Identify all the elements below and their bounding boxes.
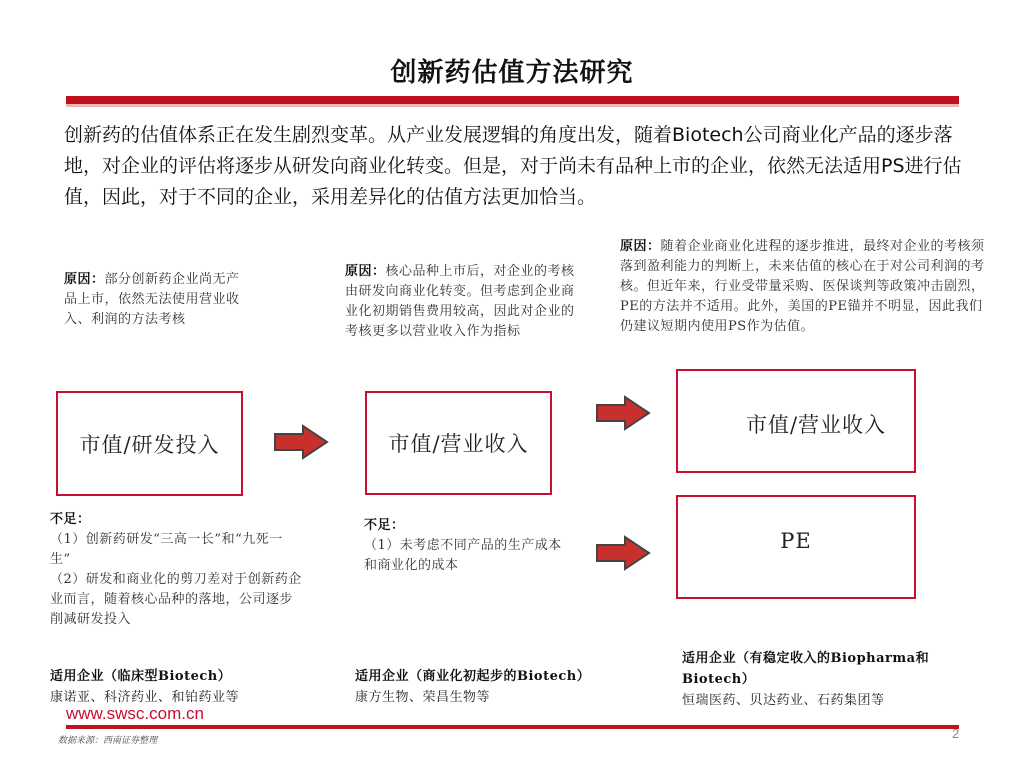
stage3-applicable — [682, 648, 972, 711]
website-link[interactable]: www.swsc.com.cn — [66, 704, 204, 723]
stage1-deficit-item-2: （2）研发和商业化的剪刀差对于创新药企业而言，随着核心品种的落地，公司逐步削减研发投入 — [50, 572, 302, 627]
stage3-applicable-label: 适用企业（有稳定收入的Biopharma和Biotech） — [682, 651, 930, 687]
stage2-applicable — [355, 666, 655, 708]
stage3-reason-text: 随着企业商业化进程的逐步推进，最终对企业的考核须落到盈利能力的判断上，未来估值的核心在于对公司利润的考核。但近年来，行业受带量采购、医保谈判等政策冲击剧烈，PE的方法并不适用。此外，美国的PE锚并不明显，因此我们仍建议短期内使用PS作为估值。 — [620, 239, 985, 334]
stage2-reason — [345, 262, 587, 342]
stage2-valuation-box — [365, 391, 552, 495]
arrow-right-icon — [273, 424, 329, 460]
stage1-deficit-item-1: （1）创新药研发“三高一长”和“九死一生” — [50, 532, 283, 567]
stage2-reason-text: 核心品种上市后，对企业的考核由研发向商业化转变。但考虑到企业商业化初期销售费用较高，因此对企业的考核更多以营业收入作为指标 — [345, 264, 575, 339]
stage1-reason-text: 部分创新药企业尚无产品上市，依然无法使用营业收入、利润的方法考核 — [64, 272, 240, 327]
stage1-applicable — [50, 666, 330, 708]
page-title: 创新药估值方法研究 — [390, 58, 634, 88]
stage2-deficit — [364, 516, 574, 576]
arrow-right-icon — [595, 535, 651, 571]
stage2-deficit-label: 不足： — [364, 518, 405, 533]
stage3-box-label: 市值/营业收入 — [745, 413, 887, 437]
stage3-pe-box — [676, 495, 916, 599]
stage2-applicable-companies: 康方生物、荣昌生物等 — [355, 690, 491, 705]
stage3-pe-label: PE — [780, 529, 812, 553]
stage1-valuation-box — [56, 391, 243, 496]
page-number: 2 — [952, 726, 960, 741]
stage1-applicable-companies: 康诺亚、科济药业、和铂药业等 — [50, 690, 240, 705]
stage2-box-label: 市值/营业收入 — [388, 432, 529, 456]
data-source: 数据来源：西南证券整理 — [58, 736, 158, 746]
stage2-applicable-label: 适用企业（商业化初起步的Biotech） — [355, 669, 591, 684]
stage1-deficit-label: 不足： — [50, 512, 91, 527]
stage1-deficit — [50, 510, 302, 630]
stage3-reason — [620, 237, 986, 337]
stage1-box-label: 市值/研发投入 — [79, 432, 220, 457]
arrow-right-icon — [595, 395, 651, 431]
stage1-applicable-label: 适用企业（临床型Biotech） — [50, 669, 232, 684]
stage1-reason — [64, 270, 246, 330]
footer-divider — [66, 725, 959, 729]
stage3-valuation-box — [676, 369, 916, 473]
stage2-reason-label: 原因： — [345, 264, 386, 279]
title-underline — [66, 96, 959, 104]
title-underline-shadow — [66, 104, 959, 107]
stage1-reason-label: 原因： — [64, 272, 105, 287]
intro-paragraph: 创新药的估值体系正在发生剧烈变革。从产业发展逻辑的角度出发，随着Biotech公司商业化产品的逐步落地，对企业的评估将逐步从研发向商业化转变。但是，对于尚未有品种上市的企业，依然无法适用PS进行估值，因此，对于不同的企业，采用差异化的估值方法更加恰当。 — [64, 124, 962, 208]
stage2-deficit-item-1: （1）未考虑不同产品的生产成本和商业化的成本 — [364, 538, 562, 573]
stage3-applicable-companies: 恒瑞医药、贝达药业、石药集团等 — [682, 693, 885, 708]
stage3-reason-label: 原因： — [620, 239, 661, 254]
